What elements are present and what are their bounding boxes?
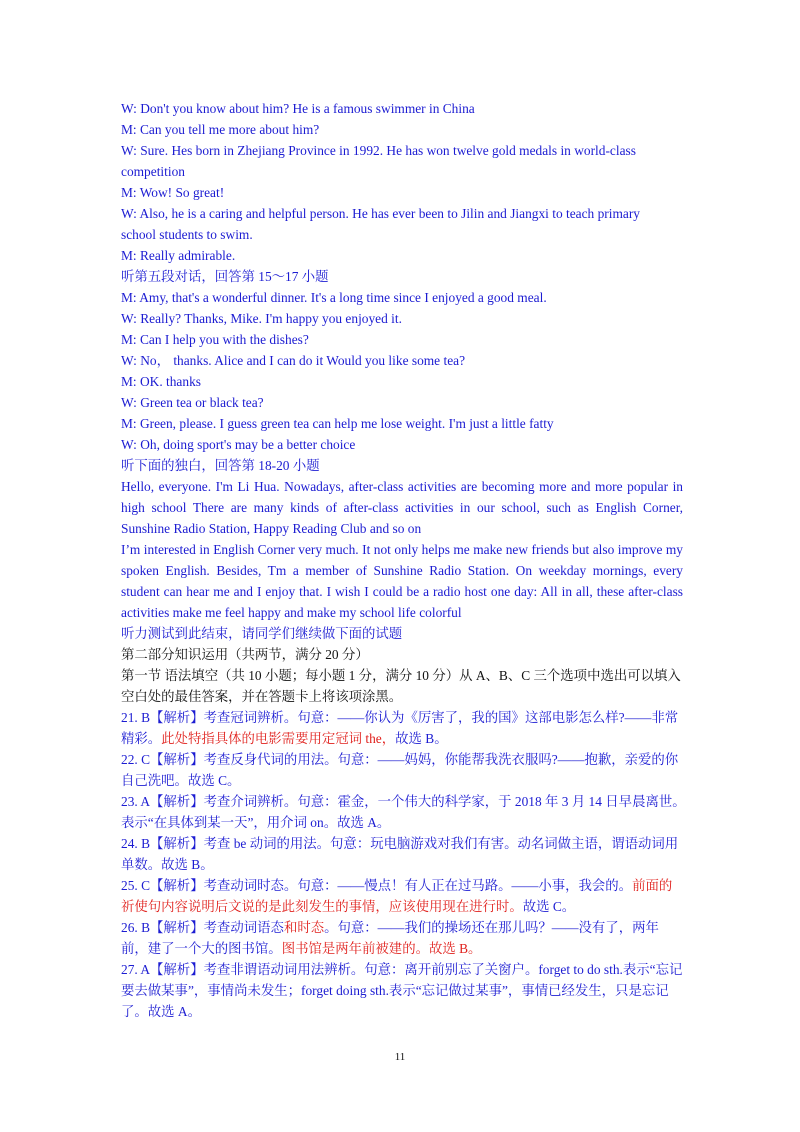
dialogue5-heading: 听第五段对话，回答第 15～17 小题 xyxy=(121,269,329,284)
dialogue-line: M: OK. thanks xyxy=(121,374,201,389)
answer-text: 21. B【解析】考查冠词辨析。句意：——你认为《厉害了，我的国》这部电影怎么样?——非常精彩。 xyxy=(121,710,679,746)
dialogue-line: M: Wow! So great! xyxy=(121,185,225,200)
dialogue-line: M: Can you tell me more about him? xyxy=(121,122,320,137)
dialogue-line: M: Green, please. I guess green tea can help me lose weight. I'm just a little fatty xyxy=(121,416,554,431)
answer-conclusion: 故选 B。 xyxy=(428,941,482,956)
dialogue-line: W: Also, he is a caring and helpful person. He has ever been to Jilin and Jiangxi to teach primary xyxy=(121,206,640,221)
dialogue-line: W: Oh, doing sport's may be a better choice xyxy=(121,437,356,452)
dialogue-line: W: Green tea or black tea? xyxy=(121,395,264,410)
dialogue-line: M: Can I help you with the dishes? xyxy=(121,332,309,347)
answer-27: 27. A【解析】考查非谓语动词用法辨析。句意：离开前别忘了关窗户。forget to do sth.表示“忘记要去做某事”，事情尚未发生；forget doing sth.表示“忘记做过某事”，事情已经发生，只是忘记了。故选 A。 xyxy=(121,962,683,1019)
answer-highlight: 此处特指具体的电影需要用定冠词 the， xyxy=(161,731,396,746)
part2-title: 第二部分知识运用（共两节，满分 20 分） xyxy=(121,647,369,662)
answer-26 xyxy=(121,917,683,959)
answer-text: 25. C【解析】考查动词时态。句意：——慢点！有人正在过马路。——小事，我会的。 xyxy=(121,878,633,893)
answer-text: 。句意：——我们的操场还在那儿吗？——没有了，两年前，建了一个大的图书馆。 xyxy=(121,920,659,956)
answer-text: 26. B【解析】考查动词语态 xyxy=(121,920,284,935)
answer-23-line-1: 23. A【解析】考查介词辨析。句意：霍金，一个伟大的科学家，于 2018 年 3 月 14 日早晨离世。 xyxy=(121,794,686,809)
monologue-paragraph-2: I’m interested in English Corner very much. It not only helps me make new friends but also improve my spoken English. Besides, Tm a member of Sunshine Radio Station. On weekday mornings, every student can hear me and I enjoy that. I wish I could be a radio host one day: All in all, these after-class activities make me feel happy and make my school life colorful xyxy=(121,542,683,620)
answer-23-line-2: 表示“在具体到某一天”，用介词 on。故选 A。 xyxy=(121,815,391,830)
dialogue-line: W: Don't you know about him? He is a famous swimmer in China xyxy=(121,101,475,116)
dialogue-line: W: Really? Thanks, Mike. I'm happy you enjoyed it. xyxy=(121,311,402,326)
dialogue-line: W: Sure. Hes born in Zhejiang Province in 1992. He has won twelve gold medals in world-class xyxy=(121,143,636,158)
answer-highlight: 前面的祈使句内容说明后文说的是此刻发生的事情，应该使用现在进行时。 xyxy=(121,878,673,914)
answer-conclusion: 故选 C。 xyxy=(522,899,576,914)
answer-24: 24. B【解析】考查 be 动词的用法。句意：玩电脑游戏对我们有害。动名词做主语，谓语动词用单数。故选 B。 xyxy=(121,836,679,872)
dialogue-line: W: No， thanks. Alice and I can do it Would you like some tea? xyxy=(121,353,466,368)
page-number: 11 xyxy=(394,1051,406,1063)
dialogue-line: M: Amy, that's a wonderful dinner. It's a long time since I enjoyed a good meal. xyxy=(121,290,547,305)
page-body xyxy=(121,98,686,1022)
answer-21 xyxy=(121,707,683,749)
dialogue-line: M: Really admirable. xyxy=(121,248,236,263)
monologue-heading: 听下面的独白，回答第 18-20 小题 xyxy=(121,458,320,473)
listening-end-note: 听力测试到此结束，请同学们继续做下面的试题 xyxy=(121,626,403,641)
monologue-paragraph-1: Hello, everyone. I'm Li Hua. Nowadays, after-class activities are becoming more and more popular in high school There are many kinds of after-class activities in our school, such as English Corner, Sunshine Radio Station, Happy Reading Club and so on xyxy=(121,479,683,536)
section1-instructions: 第一节 语法填空（共 10 小题；每小题 1 分，满分 10 分）从 A、B、C 三个选项中选出可以填入空白处的最佳答案，并在答题卡上将该项涂黑。 xyxy=(121,668,681,704)
dialogue-line: competition xyxy=(121,164,185,179)
answer-highlight: 和时态 xyxy=(283,920,325,935)
answer-25 xyxy=(121,875,683,917)
answer-22: 22. C【解析】考查反身代词的用法。句意：——妈妈，你能帮我洗衣服吗?——抱歉，亲爱的你自己洗吧。故选 C。 xyxy=(121,752,679,788)
answer-conclusion: 故选 B。 xyxy=(395,731,448,746)
dialogue-line: school students to swim. xyxy=(121,227,253,242)
answer-highlight: 图书馆是两年前被建的。 xyxy=(281,941,429,956)
